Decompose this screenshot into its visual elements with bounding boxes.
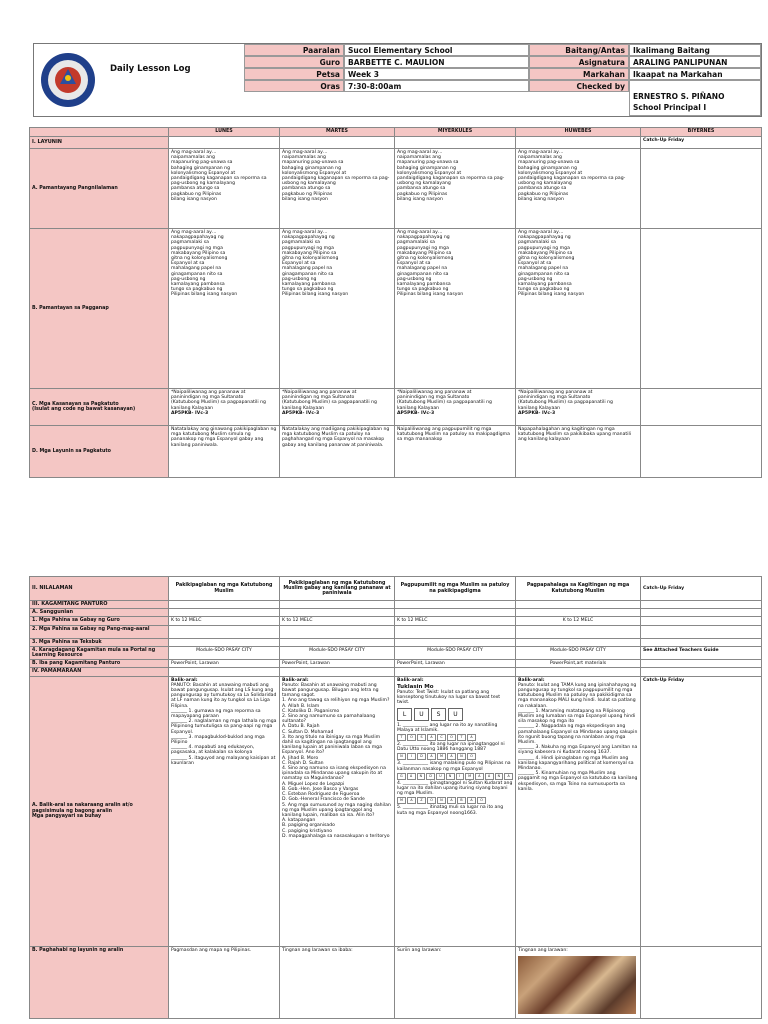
iba-pang-kagamitan-label: B. Iba pang Kagamitang Panturo (30, 660, 169, 668)
balik-aral-tue (280, 676, 395, 946)
letter-box: D (426, 773, 435, 780)
petsa-label: Petsa (244, 68, 344, 80)
nilalaman-heading: II. NILALAMAN (30, 577, 169, 601)
principal-title: School Principal I (633, 103, 707, 112)
letter-box: U (436, 773, 445, 780)
letter-box: N (446, 773, 455, 780)
competency-text: *Naipaliliwanag ang pananaw at paninindigan ng mga Sultanato (Katutubong Muslim) sa pagpapanatili ng kanilang Kalayaan (171, 390, 266, 411)
balik-aral-mon (169, 676, 280, 946)
checked-by-value (629, 80, 761, 116)
balik-aral-tue-text: Panuto: Basahin at unawaing mabuti ang bawat pangungusap. Bilugan ang letra ng tamang sagot. 1. Ano ang tawag sa relihiyon ng mga Muslim? A. Allah B. Islam C. Katoliko D. Paganismo 2. Sino ang namumuno sa pamahalaang sultanato? A. Datu B. Rajah C. Sultan D. Mohamad 3. Ito ang titulo na ibinigay sa mga Muslim dahil sa kagitingan na ipagtanggol ang kanilang lupain at paniniwala laban sa mga Espanyol. Ano ito? A. Jihad B. Moro C. Rajah D. Sultan 4. Sino ang namuno sa isang ekspedisyon na ipinadala sa Mindanao upang sakupin ito at namatay sa Maguindanao? A. Miguel Lopez de Legazpi B. Gob.-Hen. Jose Basco y Vargas C. Esteban Rodriguez de Figueroa D. Gob.-Heneral Francisco de Sande 5. Ang mga sumusunod ay mga naging dahilan ng mga Muslim upang ipagtanggol ang kanilang lupain, maliban sa isa. Alin ito? A. katapangan B. pagiging organisado C. pagiging kristiyano D. mapagpahalaga sa nasasakupan o teritoryo (282, 682, 391, 839)
day-lunes: LUNES (169, 128, 280, 137)
paghahabi-label: B. Paghahabi ng layunin ng aralin (30, 946, 169, 1018)
letter-box: G (397, 773, 406, 780)
kasanayan-label: C. Mga Kasanayan sa Pagkatuto (Isulat ang code ng bawat kasanayan) (30, 389, 169, 426)
paghahabi-mon: Pagmasdan ang mapa ng Pilipinas. (169, 946, 280, 1018)
balik-aral-title: Balik-aral: (518, 677, 545, 683)
competency-mon (169, 389, 280, 426)
text-twist-instructions: Panuto: Text Twist: Isulat sa patlang ang konseptong tinutukoy na lugar sa bawat text twist. (397, 690, 501, 706)
twist-q5: 5. ___________ itinatag muli sa lugar na ito ang kuta ng mga Espanyol noong1663. (397, 805, 504, 816)
twist-q2: 2. ___________ ito ang lugar na ipinagtanggol ni Datu Utto noong 1886 hanggang 1887 (397, 742, 505, 753)
procedures-table (29, 576, 762, 1019)
letter-box: N (437, 797, 446, 804)
baitang-label: Baitang/Antas (529, 44, 629, 56)
balik-aral-fri: Catch-Up Friday (641, 676, 762, 946)
oras-label: Oras (244, 80, 344, 92)
letter-box: A (447, 753, 456, 760)
letter-box: N (417, 773, 426, 780)
letter-box: A (485, 773, 494, 780)
letter-box: D (417, 753, 426, 760)
oras-value: 7:30-8:00am (344, 80, 529, 92)
guro-label: Guro (244, 56, 344, 68)
content-thu: Pagpapahalaga sa Kagitingan ng mga Katutubong Muslim (516, 577, 641, 601)
competency-code: AP5PKB- IVc-3 (518, 410, 556, 416)
portal-fri: See Attached Teachers Guide (641, 646, 762, 659)
letter-box: N (457, 753, 466, 760)
twist-letters-1 (397, 734, 513, 741)
pamantayang-pangnilalaman-label: A. Pamantayang Pangnilalaman (30, 149, 169, 229)
letter-box: A (467, 797, 476, 804)
gabay-guro-thu: K to 12 MELC (516, 617, 641, 625)
balik-aral-title: Balik-aral: (397, 677, 424, 683)
objectives-table (29, 127, 762, 478)
letter-box: A (467, 734, 476, 741)
letter-box: T (397, 734, 406, 741)
day-miyerkules: MIYERKULES (395, 128, 516, 137)
twist-letters-2 (397, 753, 513, 760)
balik-aral-title: Balik-aral: (282, 677, 309, 683)
letter-box: S (417, 734, 426, 741)
content-wed: Pagpupumilit ng mga Muslim sa patuloy na pakikipagdigma (395, 577, 516, 601)
portal-label: 4. Karagdagang Kagamitan mula sa Portal ng Learning Resource (30, 646, 169, 659)
competency-text: *Naipaliliwanag ang pananaw at paninindigan ng mga Sultanato (Katutubong Muslim) sa pagpapanatili ng kanilang Kalayaan (518, 390, 613, 411)
day-huwebes: HUWEBES (516, 128, 641, 137)
teksbuk-label: 3. Mga Pahina sa Teksbuk (30, 638, 169, 646)
balik-aral-mon-text: PANUTO: Basahin at unawaing mabuti ang bawat pangungusap. Isulat ang LS kung ang pangungusap ay tumutukoy sa La Solidaridad at LF naman kung ito ay tungkol sa La Liga Filipina. _______ 1. gumawa ng mga reporma sa mapayapang paraan _______ 2. naglalaman ng mga lathala ng mga Pilipinong tumutuligsa sa pang-aapi ng mga Espanyol. _______ 3. mapagbuklod-buklod ang mga Pilipino _______ 4. mapabuti ang edukasyon, pagsasaka, at kalakalan sa kolonya _______ 5. itaguyod ang malayang kaisipan at kaunlaran (171, 682, 277, 766)
pamamaraan-heading: IV. PAMAMARAAN (30, 668, 169, 676)
letter-box: T (457, 734, 466, 741)
letter-box: C (437, 734, 446, 741)
paghahabi-thu (516, 946, 641, 1018)
checked-by-label: Checked by (529, 80, 629, 92)
twist-letters-3 (397, 773, 513, 780)
layunin-heading: I. LAYUNIN (30, 137, 169, 149)
letter-box: L (397, 708, 412, 721)
content-standard-mon: Ang mag-aaral ay… naipamamalas ang mapanuring pag-unawa sa bahaging ginampanan ng kolonyalismong Espanyol at pandaigdigang kaganapan sa reporma sa pag-usbong ng kamalayang pambansa atungo sa pagkabuo ng Pilipinas bilang isang nasyon (169, 149, 280, 229)
letter-box: A (427, 734, 436, 741)
letter-box: N (397, 753, 406, 760)
kagamitan-heading: III. KAGAMITANG PANTURO (30, 601, 169, 609)
competency-code: AP5PKB- IVc-3 (282, 410, 320, 416)
baitang-value: Ikalimang Baitang (629, 44, 761, 56)
performance-standard-wed: Ang mag-aaral ay… nakapagpapahayag ng pagmamalaki sa pagpupunyagi ng mga makabayang Pilipino sa gitna ng kolonyalismong Espanyol at sa mahalagang papel na ginagampanan nito sa pag-usbong ng kamalayang pambansa tungo sa pagkabuo ng Pilipinas bilang isang nasyon (395, 229, 516, 389)
gabay-mag-aaral-label: 2. Mga Pahina sa Gabay ng Pang-mag-aaral (30, 625, 169, 638)
gabay-guro-tue: K to 12 MELC (280, 617, 395, 625)
day-martes: MARTES (280, 128, 395, 137)
balik-aral-title: Balik-aral: (171, 677, 198, 683)
content-standard-tue: Ang mag-aaral ay… naipamamalas ang mapanuring pag-unawa sa bahaging ginampanan ng kolonyalismong Espanyol at pandaigdigang kaganapan sa reporma sa pag-usbong ng kamalayang pambansa atungo sa pagkabuo ng Pilipinas bilang isang nasyon (280, 149, 395, 229)
letter-box: O (427, 797, 436, 804)
kagamitan-thu: PowerPoint,art materials (516, 660, 641, 668)
competency-code: AP5PKB- IVc-3 (397, 410, 435, 416)
letter-box: U (448, 708, 463, 721)
content-standard-thu: Ang mag-aaral ay… naipamamalas ang mapanuring pag-unawa sa bahaging ginampanan ng kolonyalismong Espanyol at pandaigdigang kaganapan sa reporma sa pag-usbong ng kamalayang pambansa atungo sa pagkabuo ng Pilipinas bilang isang nasyon (516, 149, 641, 229)
petsa-value: Week 3 (344, 68, 529, 80)
paghahabi-thu-text: Tingnan ang larawan: (518, 947, 568, 953)
letter-box: B (457, 797, 466, 804)
competency-code: AP5PKB- IVc-3 (171, 410, 209, 416)
lusu-boxes (397, 708, 513, 721)
portal-wed: Module-SDO PASAY CITY (395, 646, 516, 659)
letter-box: U (414, 708, 429, 721)
portal-thu: Module-SDO PASAY CITY (516, 646, 641, 659)
kagamitan-wed: PowerPoint, Larawan (395, 660, 516, 668)
twist-q4: 4. ___________ ipinagtanggol ni Sultan Kudarat ang lugar na ito dahilan upang ituring siyang bayani ng mga Muslim. (397, 780, 513, 797)
letter-box: Z (417, 797, 426, 804)
markahan-value: Ikaapat na Markahan (629, 68, 761, 80)
letter-box: O (407, 734, 416, 741)
kagamitan-tue: PowerPoint, Larawan (280, 660, 395, 668)
historical-painting-image (518, 956, 636, 1014)
content-mon: Pakikipaglaban ng mga Katutubong Muslim (169, 577, 280, 601)
balik-aral-thu (516, 676, 641, 946)
gabay-guro-mon: K to 12 MELC (169, 617, 280, 625)
gabay-guro-wed: K to 12 MELC (395, 617, 516, 625)
paghahabi-wed: Suriin ang larawan: (395, 946, 516, 1018)
balik-aral-wed (395, 676, 516, 946)
letter-box: O (467, 753, 476, 760)
letter-box: O (477, 797, 486, 804)
portal-tue: Module-SDO PASAY CITY (280, 646, 395, 659)
sanggunian-heading: A. Sanggunian (30, 609, 169, 617)
kagamitan-mon: PowerPoint, Larawan (169, 660, 280, 668)
letter-box: O (447, 734, 456, 741)
letter-box: M (397, 797, 406, 804)
gabay-guro-label: 1. Mga Pahina sa Gabay ng Guro (30, 617, 169, 625)
lesson-log-title: Daily Lesson Log (110, 64, 191, 74)
header-box (33, 43, 762, 117)
competency-tue (280, 389, 395, 426)
letter-box: A (447, 797, 456, 804)
pamantayan-pagganap-label: B. Pamantayan sa Pagganap (30, 229, 169, 389)
content-standard-wed: Ang mag-aaral ay… naipamamalas ang mapanuring pag-unawa sa bahaging ginampanan ng kolonyalismong Espanyol at pandaigdigang kaganapan sa reporma sa pag-usbong ng kamalayang pambansa atungo sa pagkabuo ng Pilipinas bilang isang nasyon (395, 149, 516, 229)
twist-q3: 3. ___________ isang malaking pulo ng Pilipinas na kailanman nasakop ng mga Espanyol (397, 761, 511, 772)
paaralan-value: Sucol Elementary School (344, 44, 529, 56)
day-biyernes: BIYERNES (641, 128, 762, 137)
catch-up-friday-1: Catch-Up Friday (641, 137, 762, 149)
competency-text: *Naipaliliwanag ang pananaw at paninindigan ng mga Sultanato (Katutubong Muslim) sa pagpapanatili ng kanilang Kalayaan (282, 390, 377, 411)
letter-box: I (407, 753, 416, 760)
twist-q1: 1. ___________ ang lugar na ito ay nanatiling Malaya at Islamik. (397, 722, 498, 733)
objective-wed: Naipaliliwanag ang pagpupumilit ng mga katutubong Muslim na patuloy na makipagdigma sa mga mananakop (395, 426, 516, 478)
letter-box: A (475, 773, 484, 780)
letter-box: I (456, 773, 465, 780)
asignatura-value: ARALING PANLIPUNAN (629, 56, 761, 68)
letter-box: M (437, 753, 446, 760)
competency-wed (395, 389, 516, 426)
letter-box: S (431, 708, 446, 721)
corner-cell (30, 128, 169, 137)
performance-standard-mon: Ang mag-aaral ay… nakapagpapahayag ng pagmamalaki sa pagpupunyagi ng mga makabayang Pilipino sa gitna ng kolonyalismong Espanyol at sa mahalagang papel na ginagampanan nito sa pag-usbong ng kamalayang pambansa tungo sa pagkabuo ng Pilipinas bilang isang nasyon (169, 229, 280, 389)
competency-thu (516, 389, 641, 426)
markahan-label: Markahan (529, 68, 629, 80)
objective-mon: Natatalakay ang ginawang pakikipaglaban ng mga katutubong Muslim simula ng pananakop ng mga Espanyol gabay ang kanilang paniniwala. (169, 426, 280, 478)
tuklasin-mo-title: Tuklasin Mo (397, 683, 434, 690)
asignatura-label: Asignatura (529, 56, 629, 68)
portal-mon: Module-SDO PASAY CITY (169, 646, 280, 659)
deped-seal-logo (34, 44, 102, 116)
letter-box: A (407, 773, 416, 780)
balik-aral-label: A. Balik-aral sa nakaraang aralin at/o pagsisimula ng bagong aralin Mga pangyayari sa buhay (30, 676, 169, 946)
letter-box: A (407, 797, 416, 804)
principal-name: ERNESTRO S. PIÑANO (633, 92, 725, 101)
letter-box: M (465, 773, 474, 780)
competency-text: *Naipaliliwanag ang pananaw at paninindigan ng mga Sultanato (Katutubong Muslim) sa pagpapanatili ng kanilang Kalayaan (397, 390, 492, 411)
objective-thu: Napapahalagahan ang kagitingan ng mga katutubong Muslim sa pakikibaka upang manatili ang kanilang kalayaan (516, 426, 641, 478)
balik-aral-thu-text: Panuto: Isulat ang TAMA kung ang ipinahahayag ng pangungusap ay tungkol sa pagpupumilit ng mga katutubong Muslim na patuloy na pakikidigma sa mga mananakop MALI kung hindi. Isulat sa patlang na nakalaan. _______ 1. Maraming matatapang na Pilipinong Muslim ang lumaban sa mga Espanyol upang hindi sila masakop ng mga ito _______ 2. Nagpadala ng mga ekspedisyon ang pamahalaang Espanyol sa Mindanao upang sakupin ito ngunit buong tapang na nanlaban ang mga Muslim. _______ 3. Nakuha ng mga Espanyol ang Lamitan na siyang kabesera ni Kudarat noong 1637. _______ 4. Hindi ipinaglaban ng mga Muslim ang kanilang kapangyarihang political at komersyal sa Mindanao. _______ 5. Kinamuhian ng mga Muslim ang paggamit ng mga Espanyol sa katutubo sa kanilang ekspedisyon, sa mga Tsino na sumusuporta sa kanila. (518, 682, 638, 792)
performance-standard-thu: Ang mag-aaral ay… nakapagpapahayag ng pagmamalaki sa pagpupunyagi ng mga makabayang Pilipino sa gitna ng kolonyalismong Espanyol at sa mahalagang papel na ginagampanan nito sa pag-usbong ng kamalayang pambansa tungo sa pagkabuo ng Pilipinas bilang isang nasyon (516, 229, 641, 389)
guro-value: BARBETTE C. MAULION (344, 56, 529, 68)
performance-standard-tue: Ang mag-aaral ay… nakapagpapahayag ng pagmamalaki sa pagpupunyagi ng mga makabayang Pilipino sa gitna ng kolonyalismong Espanyol at sa mahalagang papel na ginagampanan nito sa pag-usbong ng kamalayang pambansa tungo sa pagkabuo ng Pilipinas bilang isang nasyon (280, 229, 395, 389)
letter-box: A (427, 753, 436, 760)
letter-box: N (495, 773, 504, 780)
content-fri: Catch-Up Friday (641, 577, 762, 601)
paghahabi-tue: Tingnan ang larawan sa ibaba: (280, 946, 395, 1018)
paaralan-label: Paaralan (244, 44, 344, 56)
twist-letters-4 (397, 797, 513, 804)
content-tue: Pakikipaglaban ng mga Katutubong Muslim gabay ang kanilang pananaw at paniniwala (280, 577, 395, 601)
objective-tue: Natatalakay ang madiigang pakikipaglaban ng mga katutubong Muslim sa patuloy na paghahangad ng mga Espanyol na masakop gabay ang kanilang pananaw at paniniwala. (280, 426, 395, 478)
layunin-pagkatuto-label: D. Mga Layunin sa Pagkatuto (30, 426, 169, 478)
letter-box: A (504, 773, 513, 780)
